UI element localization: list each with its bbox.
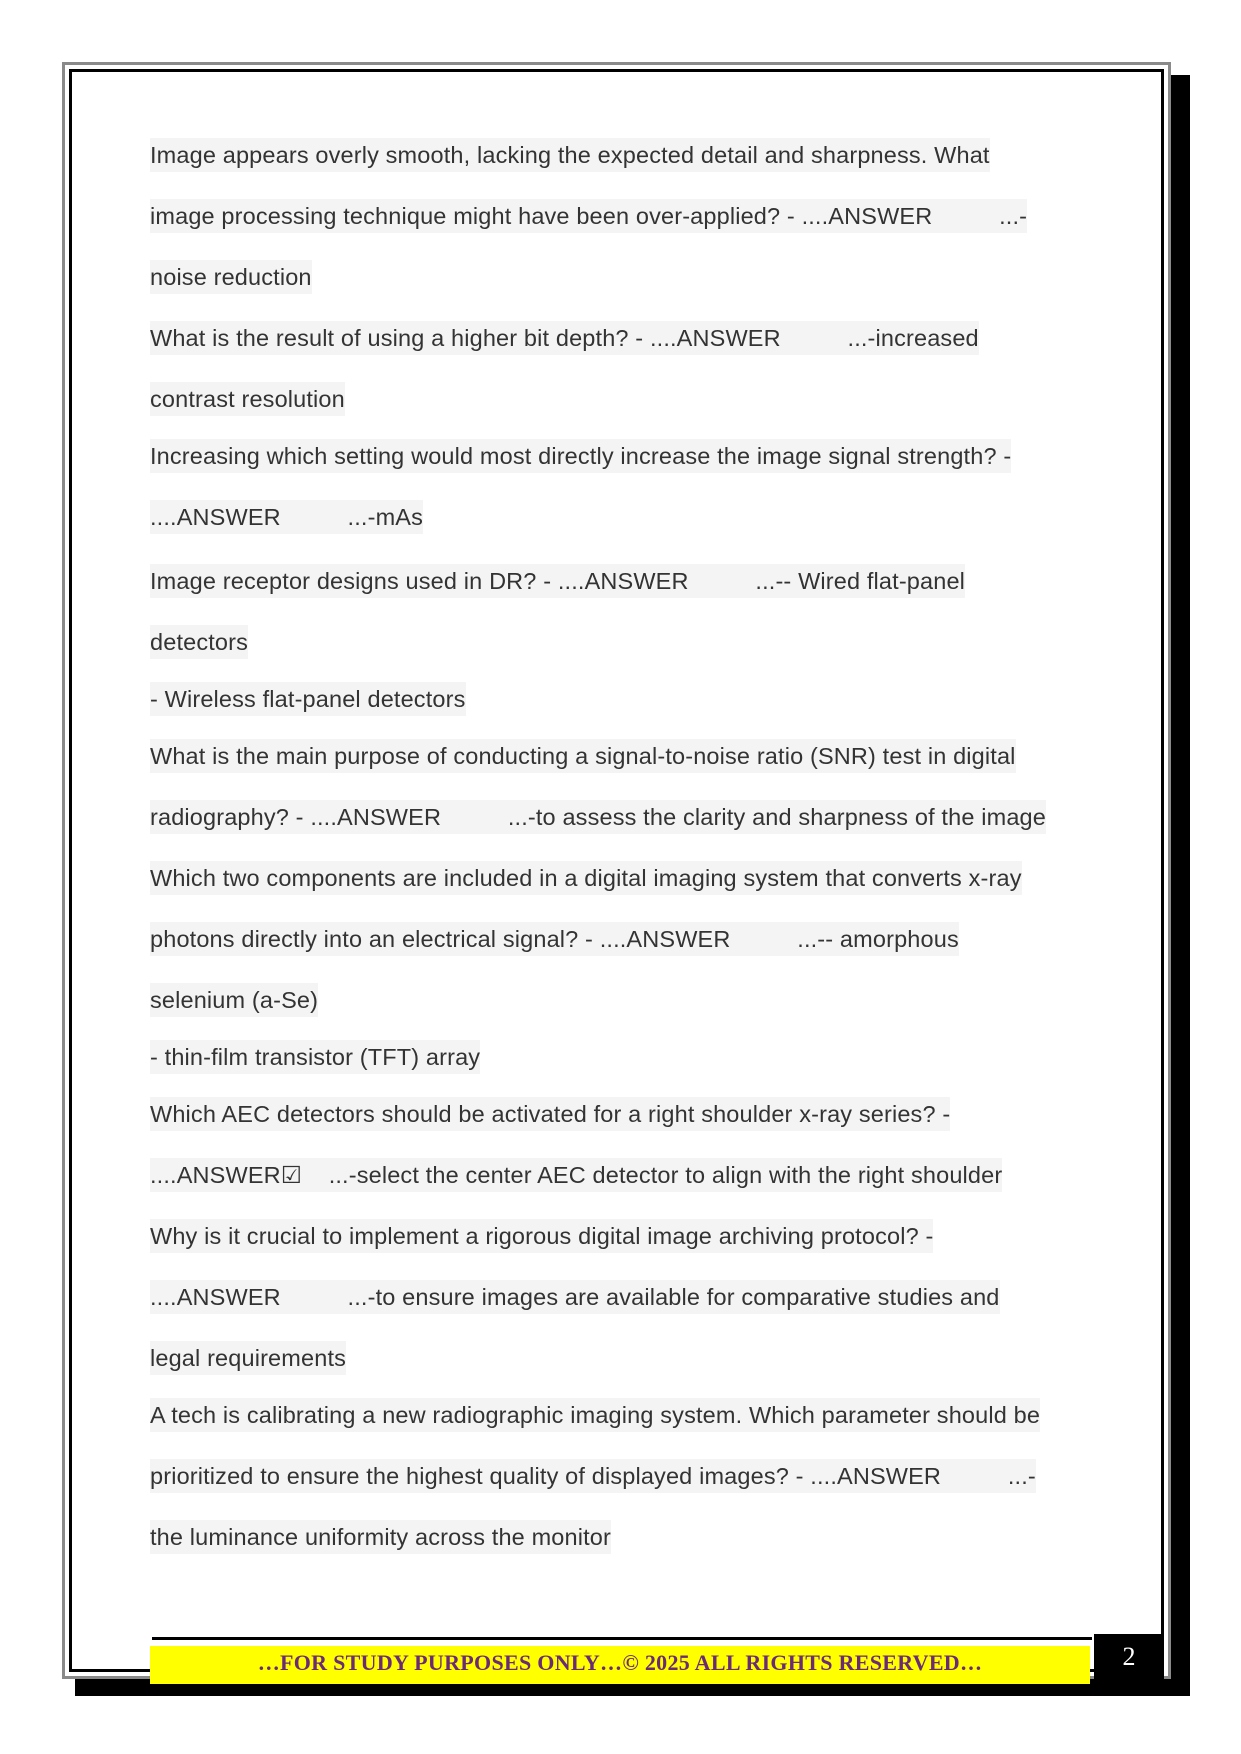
text-line: photons directly into an electrical signal? - ....ANSWER ...-- amorphous — [150, 922, 959, 956]
text-line: ....ANSWER☑ ...-select the center AEC detector to align with the right shoulder — [150, 1158, 1002, 1192]
text-line: Which two components are included in a digital imaging system that converts x-ray — [150, 861, 1022, 895]
page-number: 2 — [1094, 1634, 1164, 1680]
footer-rule — [152, 1637, 1092, 1640]
text-line: What is the result of using a higher bit depth? - ....ANSWER ...-increased — [150, 321, 979, 355]
text-line: Which AEC detectors should be activated for a right shoulder x-ray series? - — [150, 1097, 950, 1131]
text-line: the luminance uniformity across the monitor — [150, 1520, 611, 1554]
text-line: contrast resolution — [150, 382, 345, 416]
text-line: - thin-film transistor (TFT) array — [150, 1040, 480, 1074]
footer-text: …FOR STUDY PURPOSES ONLY…© 2025 ALL RIGHTS RESERVED… — [257, 1650, 983, 1675]
text-line: noise reduction — [150, 260, 312, 294]
text-line: Image receptor designs used in DR? - ....ANSWER ...-- Wired flat-panel — [150, 564, 965, 598]
text-line: legal requirements — [150, 1341, 346, 1375]
text-line: radiography? - ....ANSWER ...-to assess the clarity and sharpness of the image — [150, 800, 1046, 834]
text-line: ....ANSWER ...-to ensure images are available for comparative studies and — [150, 1280, 1000, 1314]
text-line: Increasing which setting would most directly increase the image signal strength? - — [150, 439, 1011, 473]
text-line: - Wireless flat-panel detectors — [150, 682, 466, 716]
text-line: ....ANSWER ...-mAs — [150, 500, 423, 534]
text-line: A tech is calibrating a new radiographic imaging system. Which parameter should be — [150, 1398, 1040, 1432]
text-line: What is the main purpose of conducting a signal-to-noise ratio (SNR) test in digital — [150, 739, 1016, 773]
document-body — [150, 138, 1100, 1550]
text-line: selenium (a-Se) — [150, 983, 318, 1017]
text-line: prioritized to ensure the highest quality of displayed images? - ....ANSWER ...- — [150, 1459, 1036, 1493]
text-line: detectors — [150, 625, 248, 659]
text-line: image processing technique might have been over-applied? - ....ANSWER ...- — [150, 199, 1027, 233]
text-line: Image appears overly smooth, lacking the expected detail and sharpness. What — [150, 138, 990, 172]
text-line: Why is it crucial to implement a rigorous digital image archiving protocol? - — [150, 1219, 933, 1253]
